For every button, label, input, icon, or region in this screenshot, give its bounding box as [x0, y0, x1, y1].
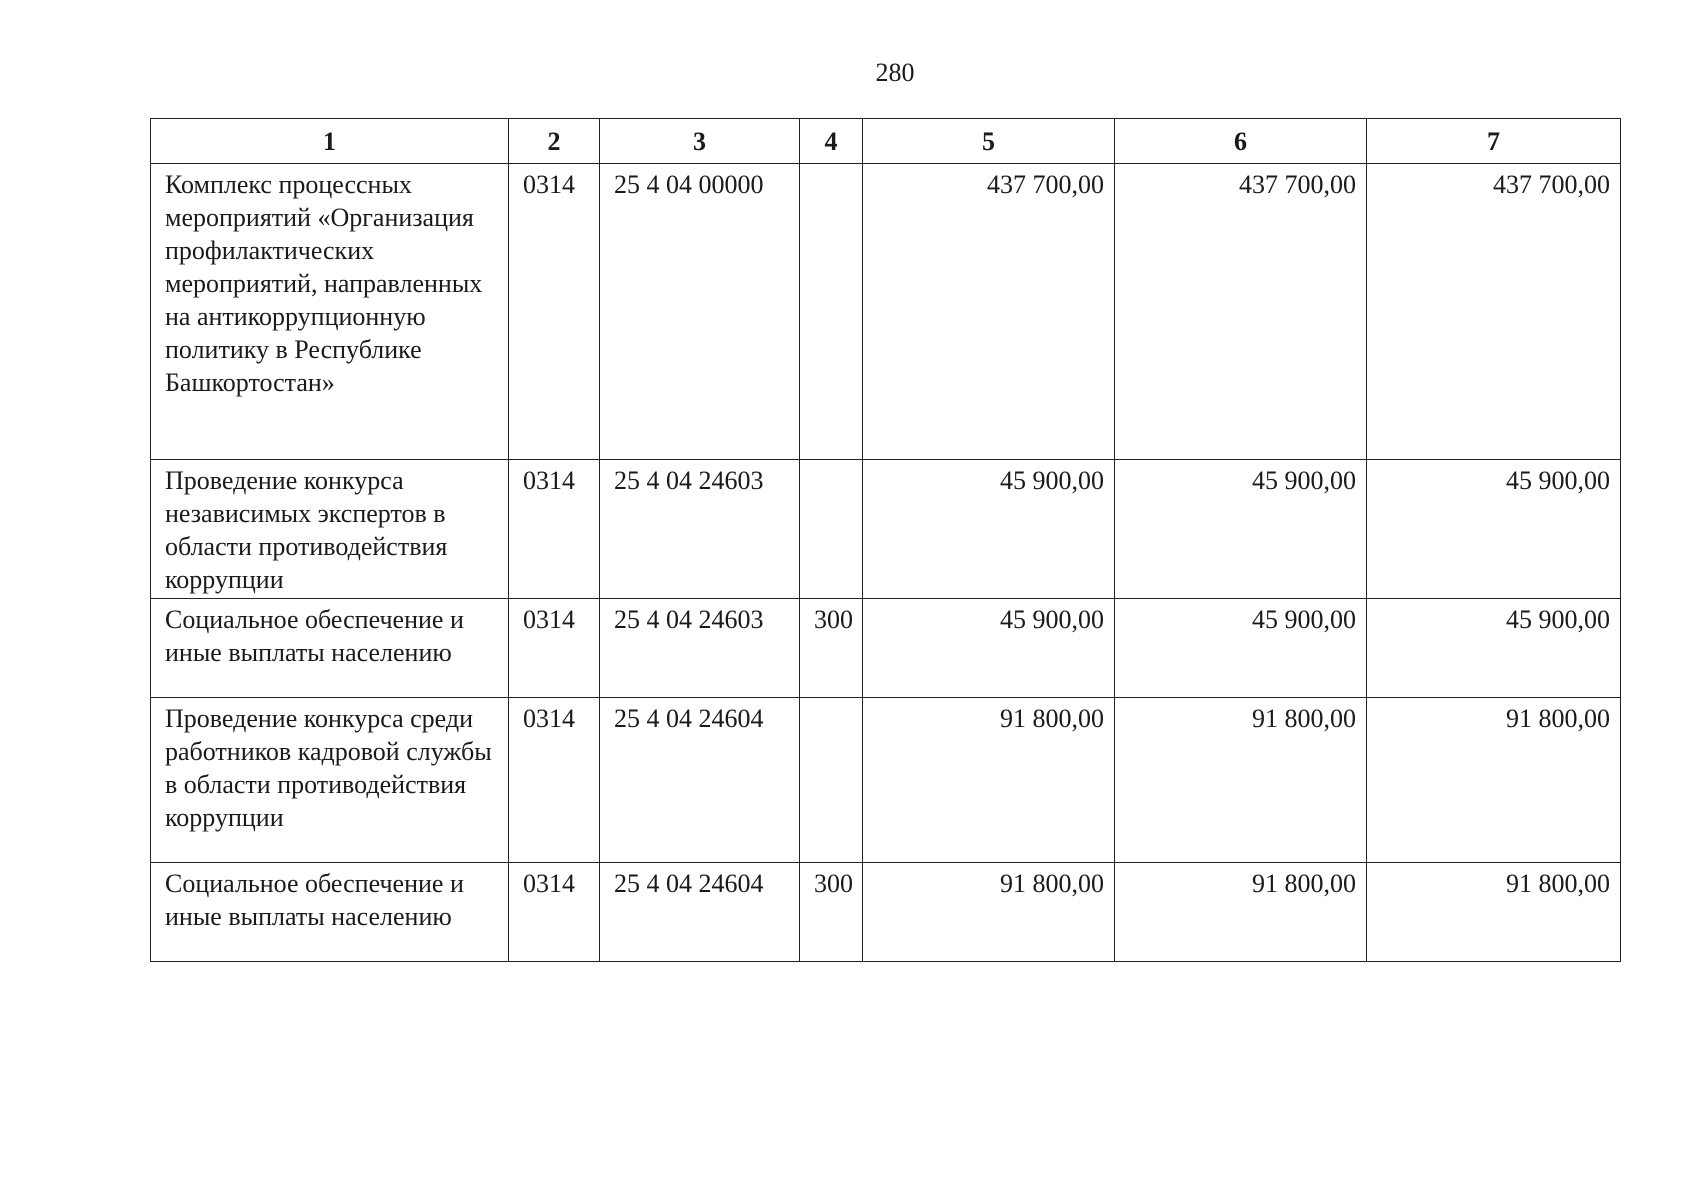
row-amount-col5: 45 900,00	[863, 460, 1115, 599]
row-target-code: 25 4 04 24604	[600, 863, 800, 962]
row-amount-col7: 45 900,00	[1367, 599, 1621, 698]
row-amount-col7: 91 800,00	[1367, 698, 1621, 863]
row-amount-col5: 45 900,00	[863, 599, 1115, 698]
column-header: 2	[509, 119, 600, 164]
row-target-code: 25 4 04 24603	[600, 599, 800, 698]
row-amount-col7: 45 900,00	[1367, 460, 1621, 599]
row-amount-col7: 437 700,00	[1367, 164, 1621, 460]
row-name: Проведение конкурса среди работников кадровой службы в области противодействия коррупции	[151, 698, 509, 863]
table-row	[151, 460, 1621, 599]
table-row	[151, 698, 1621, 863]
row-target-code: 25 4 04 00000	[600, 164, 800, 460]
row-section-code: 0314	[509, 164, 600, 460]
row-expense-kind: 300	[800, 599, 863, 698]
column-header: 3	[600, 119, 800, 164]
row-amount-col6: 91 800,00	[1115, 698, 1367, 863]
table-row	[151, 164, 1621, 460]
row-amount-col5: 91 800,00	[863, 863, 1115, 962]
column-header: 7	[1367, 119, 1621, 164]
row-expense-kind: 300	[800, 863, 863, 962]
row-expense-kind	[800, 698, 863, 863]
row-target-code: 25 4 04 24603	[600, 460, 800, 599]
column-header: 1	[151, 119, 509, 164]
row-amount-col6: 437 700,00	[1115, 164, 1367, 460]
header-row	[151, 119, 1621, 164]
row-amount-col5: 437 700,00	[863, 164, 1115, 460]
row-section-code: 0314	[509, 698, 600, 863]
budget-table	[150, 118, 1621, 962]
table-row	[151, 863, 1621, 962]
row-expense-kind	[800, 460, 863, 599]
row-section-code: 0314	[509, 863, 600, 962]
row-name: Социальное обеспечение и иные выплаты населению	[151, 599, 509, 698]
page-number: 280	[875, 58, 915, 87]
column-header: 6	[1115, 119, 1367, 164]
row-expense-kind	[800, 164, 863, 460]
row-amount-col7: 91 800,00	[1367, 863, 1621, 962]
row-name: Проведение конкурса независимых экспертов в области противодействия коррупции	[151, 460, 509, 599]
row-section-code: 0314	[509, 460, 600, 599]
row-amount-col5: 91 800,00	[863, 698, 1115, 863]
row-amount-col6: 91 800,00	[1115, 863, 1367, 962]
row-name: Социальное обеспечение и иные выплаты населению	[151, 863, 509, 962]
row-target-code: 25 4 04 24604	[600, 698, 800, 863]
column-header: 5	[863, 119, 1115, 164]
column-header: 4	[800, 119, 863, 164]
table-row	[151, 599, 1621, 698]
row-section-code: 0314	[509, 599, 600, 698]
row-amount-col6: 45 900,00	[1115, 460, 1367, 599]
row-name: Комплекс процессных мероприятий «Организация профилактических мероприятий, направленных на антикоррупционную политику в Республике Башкортостан»	[151, 164, 509, 460]
row-amount-col6: 45 900,00	[1115, 599, 1367, 698]
